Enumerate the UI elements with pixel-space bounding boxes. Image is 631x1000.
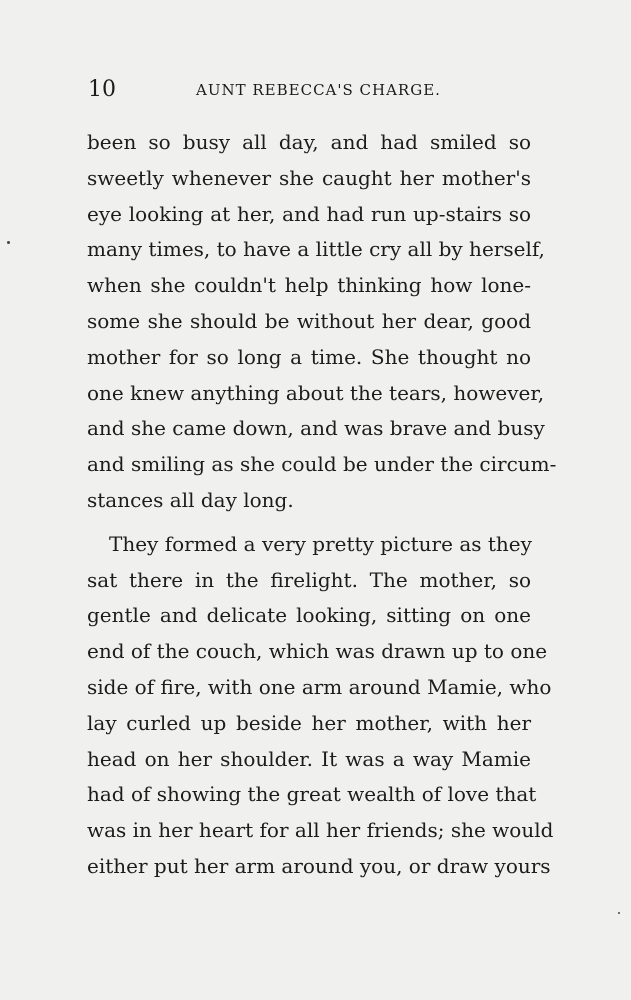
text-line: mother for so long a time. She thought no xyxy=(87,344,531,369)
page-number: 10 xyxy=(88,77,116,102)
text-line: and smiling as she could be under the circum- xyxy=(87,452,557,477)
running-head: AUNT REBECCA'S CHARGE. xyxy=(196,81,441,99)
text-line: and she came down, and was brave and busy xyxy=(87,416,545,441)
text-line: when she couldn't help thinking how lone- xyxy=(87,273,531,298)
text-line: lay curled up beside her mother, with her xyxy=(87,710,531,735)
text-line: They formed a very pretty picture as they xyxy=(109,531,532,556)
page-header xyxy=(88,72,528,108)
paragraph xyxy=(87,527,554,885)
text-line: end of the couch, which was drawn up to one xyxy=(87,639,548,664)
text-line: head on her shoulder. It was a way Mamie xyxy=(87,746,531,771)
ink-speck xyxy=(618,912,620,914)
text-line: either put her arm around you, or draw yours xyxy=(87,853,551,878)
text-line: sweetly whenever she caught her mother's xyxy=(87,165,531,190)
text-line: side of fire, with one arm around Mamie, who xyxy=(87,674,552,699)
text-line: gentle and delicate looking, sitting on one xyxy=(87,603,531,628)
paragraph xyxy=(87,125,557,519)
body-text xyxy=(87,125,557,885)
text-line: eye looking at her, and had run up-stairs so xyxy=(87,201,531,226)
ink-speck xyxy=(7,241,10,244)
text-line: stances all day long. xyxy=(87,487,294,512)
paragraph-gap xyxy=(87,519,531,527)
text-line: been so busy all day, and had smiled so xyxy=(87,130,531,154)
text-line: some she should be without her dear, good xyxy=(87,308,531,333)
text-line: many times, to have a little cry all by herself, xyxy=(87,237,545,262)
text-line: one knew anything about the tears, however, xyxy=(87,380,545,405)
text-line: had of showing the great wealth of love that xyxy=(87,782,537,807)
text-line: sat there in the firelight. The mother, so xyxy=(87,567,531,592)
text-line: was in her heart for all her friends; she would xyxy=(87,818,554,843)
